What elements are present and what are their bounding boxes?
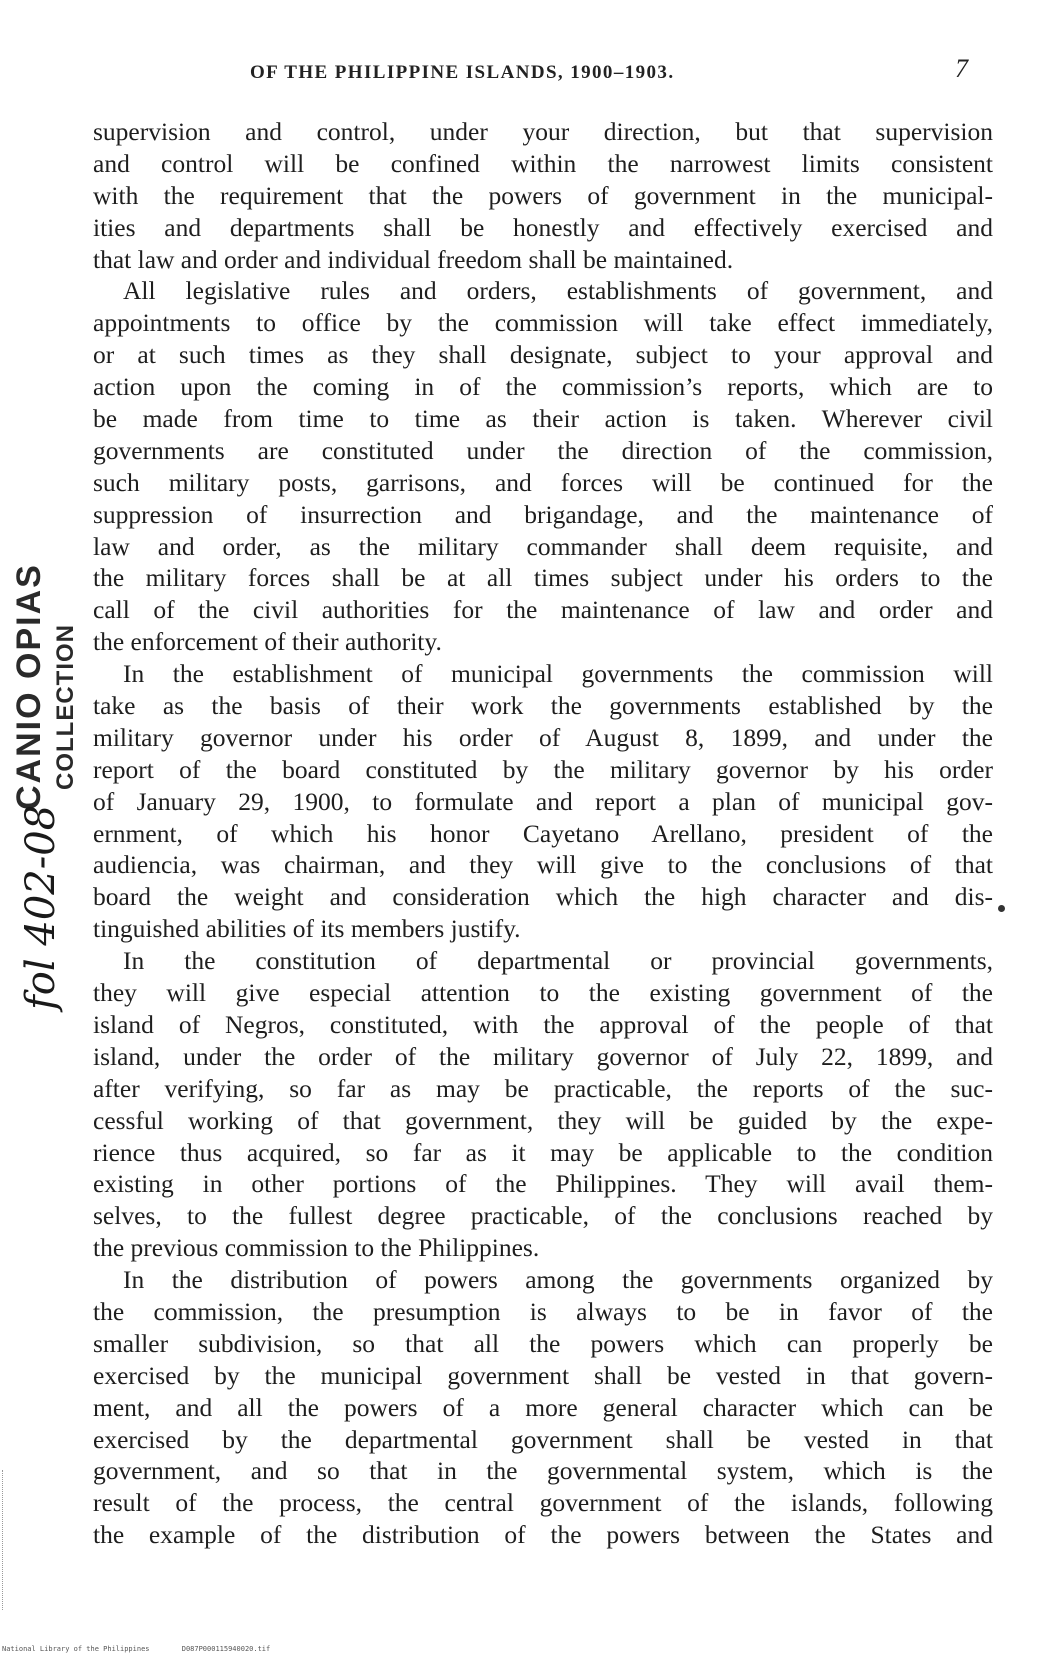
text-line: suppression of insurrection and brigandage, and the maintenance of (93, 499, 993, 529)
text-line: government, and so that in the governmental system, which is the (93, 1456, 993, 1486)
text-line: law and order, as the military commander shall deem requisite, and (93, 531, 993, 561)
text-line: after verifying, so far as may be practicable, the reports of the suc- (93, 1073, 993, 1103)
text-line: island, under the order of the military governor of July 22, 1899, and (93, 1041, 993, 1071)
text-line: the example of the distribution of the powers between the States and (93, 1520, 993, 1550)
text-line: selves, to the fullest degree practicable, of the conclusions reached by (93, 1201, 993, 1231)
text-line: they will give especial attention to the existing government of the (93, 978, 993, 1008)
text-line: result of the process, the central government of the islands, following (93, 1488, 993, 1518)
text-line: the military forces shall be at all times subject under his orders to the (93, 563, 993, 593)
stamp-main-text: CANIO OPIAS (10, 563, 48, 810)
text-line: audiencia, was chairman, and they will give to the conclusions of that (93, 850, 993, 880)
text-line: that law and order and individual freedom shall be maintained. (93, 244, 734, 274)
margin-ink-dot (998, 905, 1005, 912)
running-title: OF THE PHILIPPINE ISLANDS, 1900–1903. (250, 62, 675, 83)
text-line: be made from time to time as their action is taken. Wherever civil (93, 404, 993, 434)
text-line: the commission, the presumption is always to be in favor of the (93, 1296, 993, 1326)
stamp-sub-text: COLLECTION (52, 624, 79, 790)
text-line: exercised by the municipal government shall be vested in that govern- (93, 1360, 993, 1390)
text-line: rience thus acquired, so far as it may be applicable to the condition (93, 1137, 993, 1167)
footer-library: National Library of the Philippines (2, 1645, 150, 1653)
text-line: In the distribution of powers among the governments organized by (123, 1265, 993, 1295)
text-line: such military posts, garrisons, and forces will be continued for the (93, 467, 993, 497)
text-line: ernment, of which his honor Cayetano Arellano, president of the (93, 818, 993, 848)
text-line: appointments to office by the commission will take effect immediately, (93, 308, 993, 338)
footer-file: D087P000115940020.tif (181, 1645, 271, 1653)
body-text (93, 116, 993, 1551)
text-line: board the weight and consideration which the high character and dis- (93, 882, 993, 912)
text-line: and control will be confined within the narrowest limits consistent (93, 148, 993, 178)
text-line: All legislative rules and orders, establishments of government, and (123, 276, 993, 306)
text-line: military governor under his order of August 8, 1899, and under the (93, 722, 993, 752)
text-line: governments are constituted under the direction of the commission, (93, 435, 993, 465)
text-line: the previous commission to the Philippines. (93, 1233, 540, 1263)
text-line: In the constitution of departmental or provincial governments, (123, 946, 993, 976)
text-line: the enforcement of their authority. (93, 627, 442, 657)
text-line: smaller subdivision, so that all the powers which can properly be (93, 1328, 993, 1358)
collection-stamp (10, 563, 90, 820)
text-line: In the establishment of municipal governments the commission will (123, 659, 993, 689)
text-line: of January 29, 1900, to formulate and report a plan of municipal gov- (93, 786, 993, 816)
scan-edge-specks (2, 1470, 7, 1610)
text-line: take as the basis of their work the governments established by the (93, 691, 993, 721)
text-line: tinguished abilities of its members justify. (93, 914, 521, 944)
text-line: or at such times as they shall designate, subject to your approval and (93, 340, 993, 370)
text-line: supervision and control, under your direction, but that supervision (93, 117, 993, 146)
page-number: 7 (955, 54, 968, 83)
text-line: ities and departments shall be honestly and effectively exercised and (93, 212, 993, 242)
text-line: ment, and all the powers of a more general character which can be (93, 1392, 993, 1422)
text-line: call of the civil authorities for the maintenance of law and order and (93, 595, 993, 625)
text-line: existing in other portions of the Philippines. They will avail them- (93, 1169, 993, 1199)
text-line: with the requirement that the powers of government in the municipal- (93, 180, 993, 210)
text-line: cessful working of that government, they will be guided by the expe- (93, 1105, 993, 1135)
text-line: island of Negros, constituted, with the approval of the people of that (93, 1009, 993, 1039)
scan-footer (2, 1645, 270, 1653)
text-line: exercised by the departmental government shall be vested in that (93, 1424, 993, 1454)
text-line: action upon the coming in of the commission’s reports, which are to (93, 372, 993, 402)
handwritten-folio-note: fol 402-08 (18, 804, 64, 1010)
text-line: report of the board constituted by the military governor by his order (93, 754, 993, 784)
